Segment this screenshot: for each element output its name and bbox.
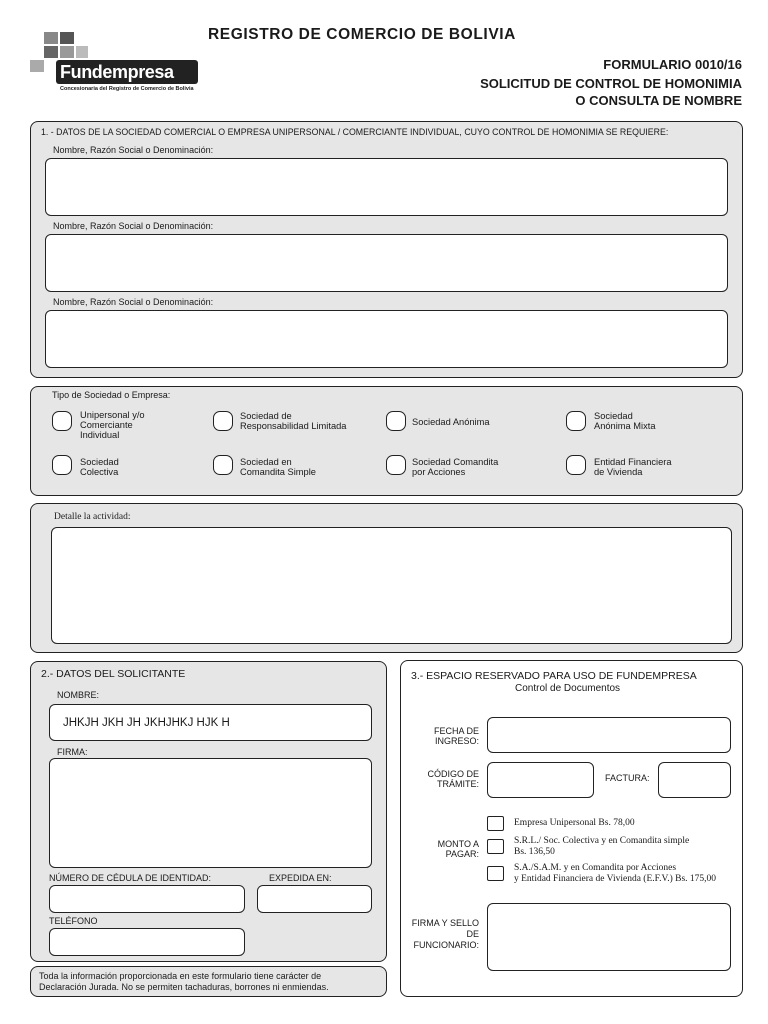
activity-label: Detalle la actividad: [54,512,131,522]
name-label-2: Nombre, Razón Social o Denominación: [53,221,214,231]
signature-field[interactable] [49,758,372,868]
name-label-1: Nombre, Razón Social o Denominación: [53,145,214,155]
option-comandita-acciones-label: Sociedad Comandita por Acciones [412,457,499,477]
fee-unipersonal-checkbox[interactable] [487,816,504,831]
option-comandita-acciones-radio[interactable] [386,455,406,475]
section3-subtitle: Control de Documentos [515,683,621,694]
option-srl-label: Sociedad de Responsabilidad Limitada [240,411,347,431]
amount-label: MONTO A PAGAR: [437,839,479,859]
invoice-field[interactable] [658,762,731,798]
applicant-name-label: NOMBRE: [57,690,100,700]
option-efv-radio[interactable] [566,455,586,475]
form-title-line2: O CONSULTA DE NOMBRE [575,93,742,108]
option-sa-radio[interactable] [386,411,406,431]
form-code: FORMULARIO 0010/16 [603,57,742,72]
company-type-panel [30,386,743,496]
disclaimer-text: Toda la información proporcionada en este formulario tiene carácter de Declaración Jurada. No se permiten tachaduras, borrones ni enmiendas. [39,971,329,992]
company-type-title: Tipo de Sociedad o Empresa: [52,390,171,400]
activity-field[interactable] [51,527,732,644]
phone-label: TELÉFONO [49,916,98,926]
procedure-code-label: CÓDIGO DE TRÁMITE: [427,769,479,789]
entry-date-label: FECHA DE INGRESO: [433,726,479,746]
disclaimer-panel [30,966,387,997]
option-colectiva-radio[interactable] [52,455,72,475]
invoice-label: FACTURA: [605,773,650,783]
option-unipersonal-radio[interactable] [52,411,72,431]
official-signature-label: FIRMA Y SELLO DE FUNCIONARIO: [411,918,479,950]
option-sa-label: Sociedad Anónima [412,417,490,427]
fee-srl-label: S.R.L./ Soc. Colectiva y en Comandita simple Bs. 136,50 [514,836,690,857]
issued-in-field[interactable] [257,885,372,913]
section1-title: 1. - DATOS DE LA SOCIEDAD COMERCIAL O EMPRESA UNIPERSONAL / COMERCIANTE INDIVIDUAL, CUYO CONTROL DE HOMONIMIA SE REQUIERE: [41,127,669,137]
section2-title: 2.- DATOS DEL SOLICITANTE [41,668,186,680]
name-label-3: Nombre, Razón Social o Denominación: [53,297,214,307]
applicant-name-value: JHKJH JKH JH JKHJHKJ HJK H [63,717,230,729]
fee-sa-checkbox[interactable] [487,866,504,881]
section2-panel [30,661,387,962]
form-title-line1: SOLICITUD DE CONTROL DE HOMONIMIA [480,76,742,91]
logo-wordmark: Fundempresa [56,60,198,84]
activity-panel [30,503,743,653]
option-unipersonal-label: Unipersonal y/o Comerciante Individual [80,410,145,440]
id-number-label: NÚMERO DE CÉDULA DE IDENTIDAD: [49,873,212,883]
fee-unipersonal-label: Empresa Unipersonal Bs. 78,00 [514,818,635,828]
option-comandita-simple-radio[interactable] [213,455,233,475]
fee-srl-checkbox[interactable] [487,839,504,854]
id-number-field[interactable] [49,885,245,913]
phone-field[interactable] [49,928,245,956]
applicant-name-field[interactable] [49,704,372,741]
procedure-code-field[interactable] [487,762,594,798]
name-field-1[interactable] [45,158,728,216]
logo-tagline: Concesionaria del Registro de Comercio de Bolivia [60,86,194,92]
section1-panel [30,121,743,378]
section3-title: 3.- ESPACIO RESERVADO PARA USO DE FUNDEMPRESA [411,670,697,682]
option-colectiva-label: Sociedad Colectiva [80,457,119,477]
name-field-3[interactable] [45,310,728,368]
option-sam-radio[interactable] [566,411,586,431]
entry-date-field[interactable] [487,717,731,753]
option-comandita-simple-label: Sociedad en Comandita Simple [240,457,316,477]
name-field-2[interactable] [45,234,728,292]
organization-title: REGISTRO DE COMERCIO DE BOLIVIA [208,26,516,43]
section3-panel [400,660,743,997]
official-signature-field[interactable] [487,903,731,971]
signature-label: FIRMA: [57,747,88,757]
option-sam-label: Sociedad Anónima Mixta [594,411,656,431]
option-srl-radio[interactable] [213,411,233,431]
issued-in-label: EXPEDIDA EN: [269,873,332,883]
fee-sa-label: S.A./S.A.M. y en Comandita por Acciones y Entidad Financiera de Vivienda (E.F.V.) Bs. 175,00 [514,863,717,884]
option-efv-label: Entidad Financiera de Vivienda [594,457,672,477]
